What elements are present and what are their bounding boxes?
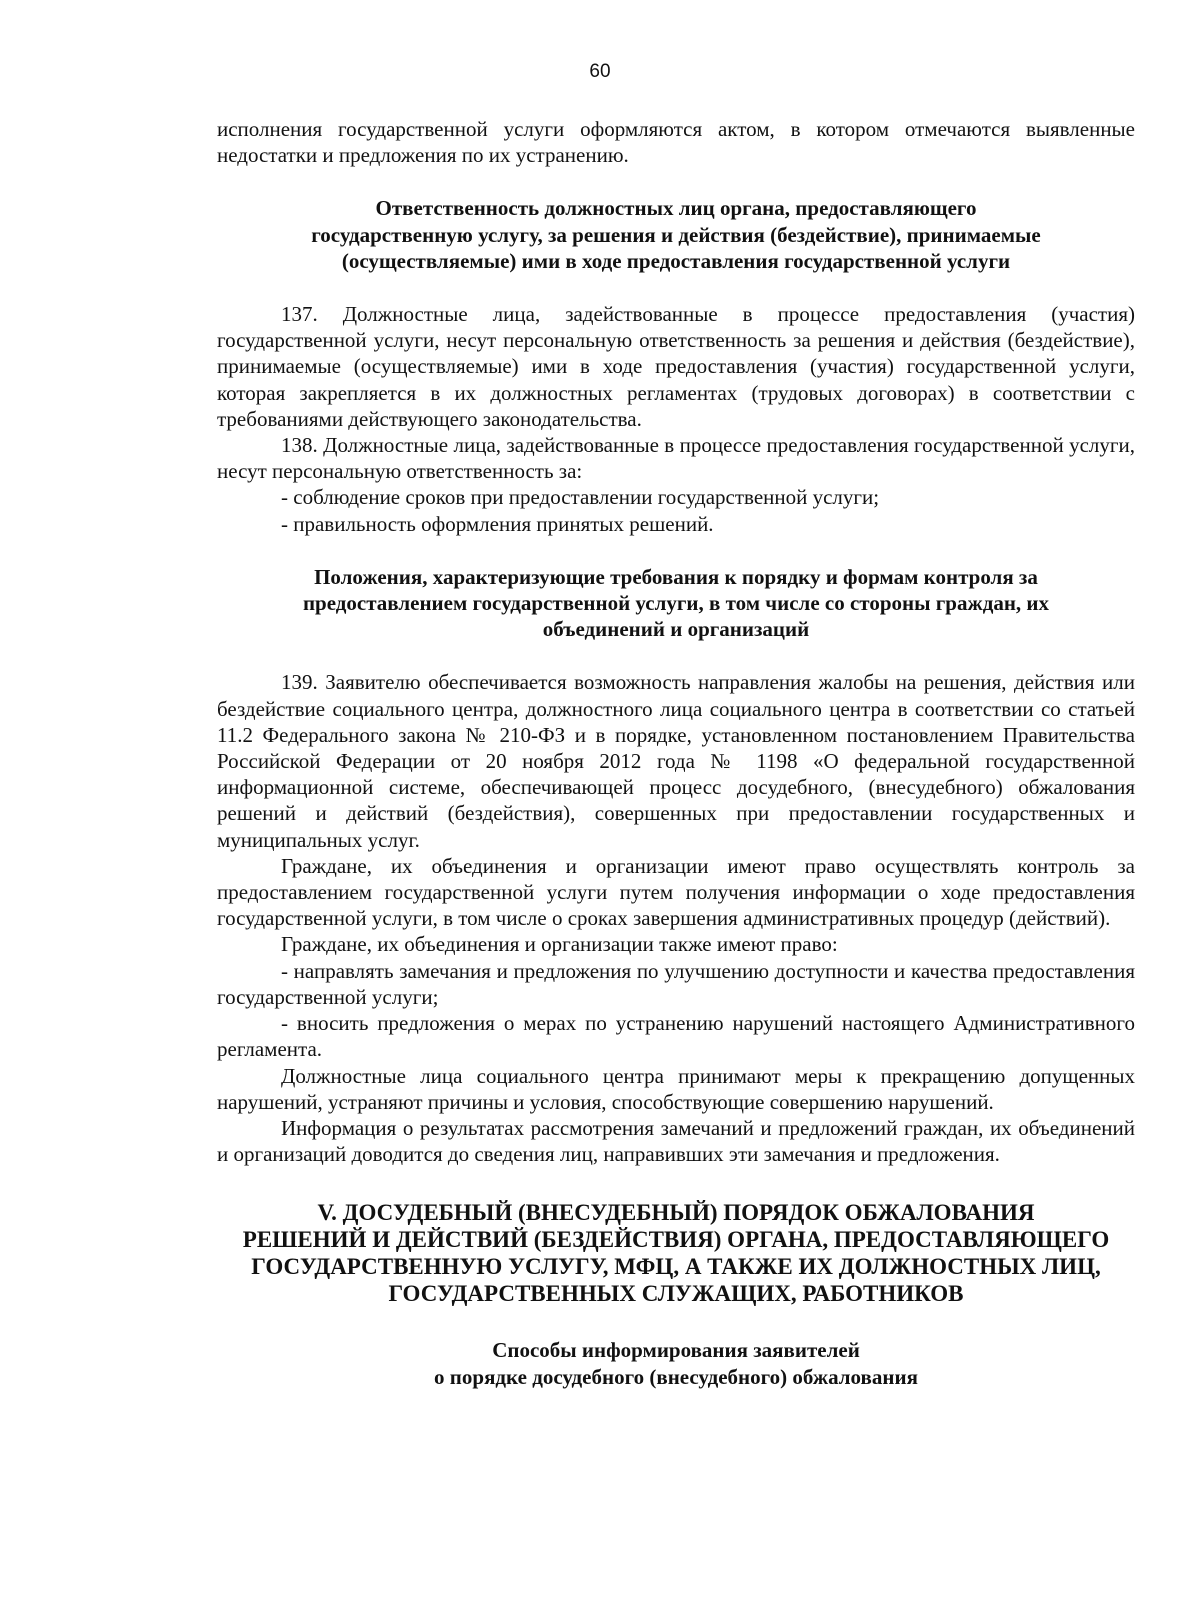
heading-line: государственную услугу, за решения и действия (бездействие), принимаемые bbox=[311, 222, 1041, 247]
list-item: - вносить предложения о мерах по устранению нарушений настоящего Административного регламента. bbox=[217, 1011, 1135, 1062]
paragraph-139: 139. Заявителю обеспечивается возможность направления жалобы на решения, действия или бездействие социального центра, должностного лица социального центра в соответствии со статьей 11.2 Федерального закона № 210-ФЗ и в порядке, установленном постановлением Правительства Российской Федерации от 20 ноября 2012 года № 1198 «О федеральной государственной информационной системе, обеспечивающей процесс досудебного, (внесудебного) обжалования решений и действий (бездействия), совершенных при предоставлении государственных и муниципальных услуг. bbox=[217, 670, 1135, 852]
section-heading-responsibility bbox=[217, 195, 1135, 274]
page-content bbox=[217, 116, 1135, 1390]
heading-line: РЕШЕНИЙ И ДЕЙСТВИЙ (БЕЗДЕЙСТВИЯ) ОРГАНА, ПРЕДОСТАВЛЯЮЩЕГО bbox=[242, 1227, 1110, 1253]
heading-line: ГОСУДАРСТВЕННУЮ УСЛУГУ, МФЦ, А ТАКЖЕ ИХ ДОЛЖНОСТНЫХ ЛИЦ, bbox=[251, 1254, 1101, 1280]
paragraph: Информация о результатах рассмотрения замечаний и предложений граждан, их объединений и организаций доводится до сведения лиц, направивших эти замечания и предложения. bbox=[217, 1115, 1135, 1167]
paragraph: Граждане, их объединения и организации имеют право осуществлять контроль за предоставлением государственной услуги путем получения информации о ходе предоставления государственной услуги, в том числе о сроках завершения административных процедур (действий). bbox=[217, 853, 1135, 931]
heading-line: о порядке досудебного (внесудебного) обжалования bbox=[434, 1364, 918, 1389]
heading-line: предоставлением государственной услуги, в том числе со стороны граждан, их bbox=[302, 591, 1050, 616]
heading-line: Ответственность должностных лиц органа, предоставляющего bbox=[375, 196, 977, 221]
list-item: - правильность оформления принятых решений. bbox=[281, 511, 714, 536]
chapter-v-heading bbox=[217, 1199, 1135, 1307]
list-item: - соблюдение сроков при предоставлении государственной услуги; bbox=[281, 485, 880, 510]
page-number: 60 bbox=[589, 61, 611, 82]
heading-line: ГОСУДАРСТВЕННЫХ СЛУЖАЩИХ, РАБОТНИКОВ bbox=[388, 1281, 964, 1307]
heading-line: объединений и организаций bbox=[542, 617, 810, 642]
paragraph: Граждане, их объединения и организации также имеют право: bbox=[281, 932, 838, 957]
paragraph-138: 138. Должностные лица, задействованные в процессе предоставления государственной услуги, несут персональную ответственность за: bbox=[217, 433, 1135, 484]
heading-line: (осуществляемые) ими в ходе предоставления государственной услуги bbox=[341, 248, 1011, 273]
heading-line: V. ДОСУДЕБНЫЙ (ВНЕСУДЕБНЫЙ) ПОРЯДОК ОБЖАЛОВАНИЯ bbox=[317, 1200, 1035, 1226]
chapter-v-subheading bbox=[217, 1337, 1135, 1389]
intro-paragraph: исполнения государственной услуги оформляются актом, в котором отмечаются выявленные недостатки и предложения по их устранению. bbox=[217, 117, 1135, 168]
paragraph: Должностные лица социального центра принимают меры к прекращению допущенных нарушений, устраняют причины и условия, способствующие совершению нарушений. bbox=[217, 1063, 1135, 1114]
list-item: - направлять замечания и предложения по улучшению доступности и качества предоставления государственной услуги; bbox=[217, 958, 1135, 1009]
heading-line: Способы информирования заявителей bbox=[492, 1338, 860, 1363]
section-heading-control bbox=[217, 564, 1135, 643]
heading-line: Положения, характеризующие требования к порядку и формам контроля за bbox=[314, 564, 1038, 589]
paragraph-137: 137. Должностные лица, задействованные в процессе предоставления (участия) государственной услуги, несут персональную ответственность за решения и действия (бездействие), принимаемые (осуществляемые) ими в ходе предоставления (участия) государственной услуги, которая закрепляется в их должностных регламентах (трудовых договорах) в соответствии с требованиями действующего законодательства. bbox=[217, 302, 1135, 431]
